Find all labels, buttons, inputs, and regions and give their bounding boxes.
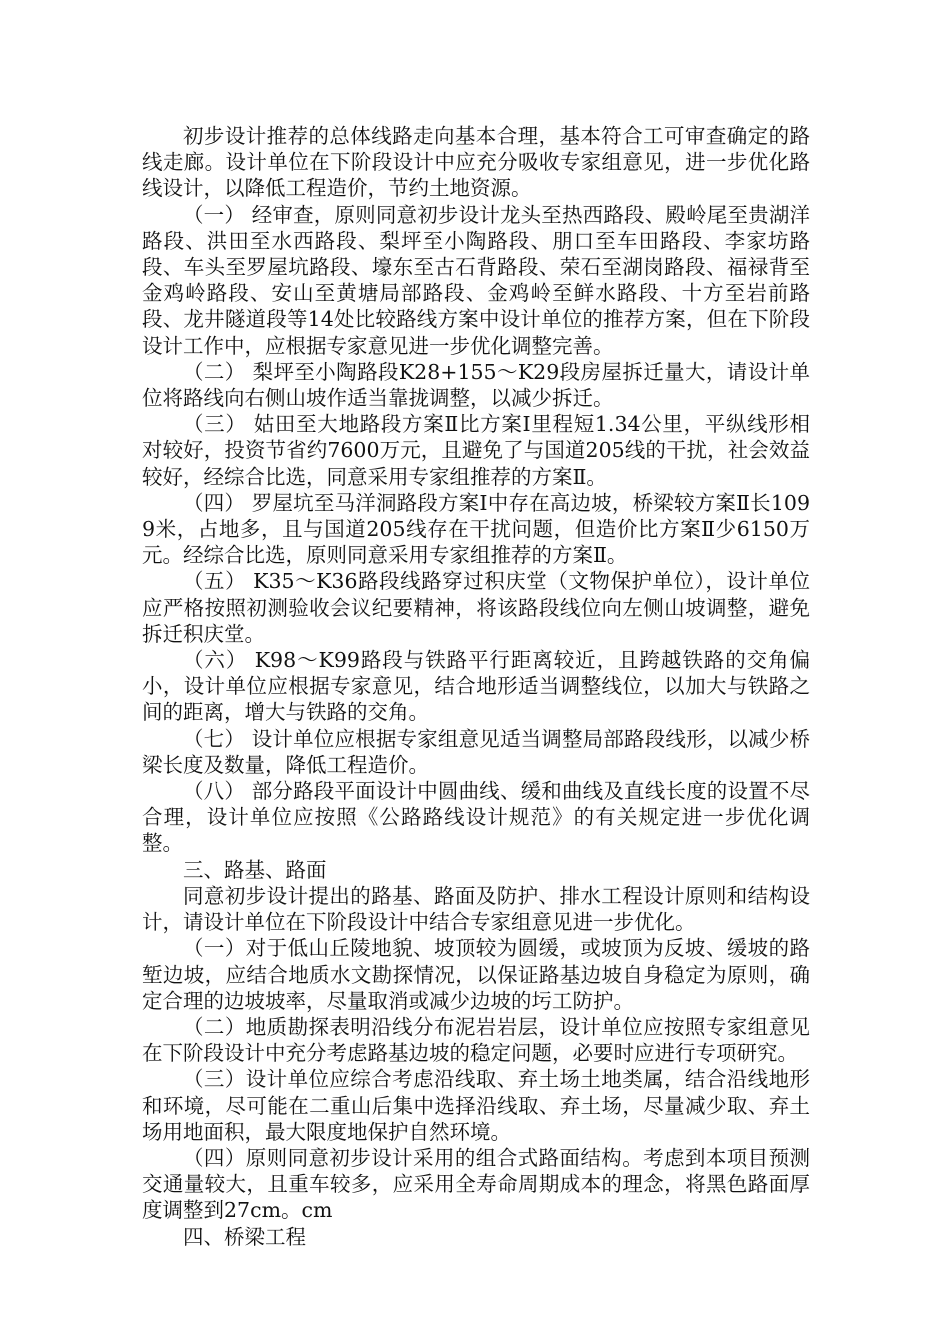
- document-body: [142, 123, 810, 1250]
- paragraph-item-8: （八） 部分路段平面设计中圆曲线、缓和曲线及直线长度的设置不尽合理，设计单位应按照《公路路线设计规范》的有关规定进一步优化调整。: [142, 779, 810, 856]
- paragraph-item-4: （四） 罗屋坑至马洋洞路段方案Ⅰ中存在高边坡，桥梁较方案Ⅱ长1099米，占地多，且与国道205线存在干扰问题，但造价比方案Ⅱ少6150万元。经综合比选，原则同意采用专家组推荐的方案Ⅱ。: [142, 490, 810, 568]
- section-heading-bridge: 四、桥梁工程: [183, 1224, 306, 1249]
- paragraph-roadbed-item-3: （三）设计单位应综合考虑沿线取、弃土场土地类属，结合沿线地形和环境，尽可能在二重山后集中选择沿线取、弃土场，尽量减少取、弃土场用地面积，最大限度地保护自然环境。: [142, 1067, 810, 1144]
- paragraph-item-7: （七） 设计单位应根据专家组意见适当调整局部路段线形，以减少桥梁长度及数量，降低工程造价。: [142, 726, 810, 777]
- paragraph-item-2: （二） 梨坪至小陶路段K28+155～K29段房屋拆迁量大，请设计单位将路线向右侧山坡作适当靠拢调整，以减少拆迁。: [142, 359, 810, 411]
- paragraph-roadbed-item-2: （二）地质勘探表明沿线分布泥岩岩层，设计单位应按照专家组意见在下阶段设计中充分考虑路基边坡的稳定问题，必要时应进行专项研究。: [142, 1014, 810, 1066]
- paragraph-item-1: （一） 经审查，原则同意初步设计龙头至热西路段、殿岭尾至贵湖洋路段、洪田至水西路段、梨坪至小陶路段、朋口至车田路段、李家坊路段、车头至罗屋坑路段、壕东至古石背路段、荣石至湖岗路段、福禄背至金鸡岭路段、安山至黄塘局部路段、金鸡岭至鲜水路段、十方至岩前路段、龙井隧道段等14处比较路线方案中设计单位的推荐方案，但在下阶段设计工作中，应根据专家意见进一步优化调整完善。: [142, 202, 810, 358]
- paragraph-item-5: （五） K35～K36路段线路穿过积庆堂（文物保护单位），设计单位应严格按照初测验收会议纪要精神，将该路段线位向左侧山坡调整，避免拆迁积庆堂。: [142, 569, 810, 646]
- paragraph-roadbed-item-1: （一）对于低山丘陵地貌、坡顶较为圆缓，或坡顶为反坡、缓坡的路堑边坡，应结合地质水文勘探情况，以保证路基边坡自身稳定为原则，确定合理的边坡坡率，尽量取消或减少边坡的圬工防护。: [142, 936, 810, 1013]
- paragraph-item-3: （三） 姑田至大地路段方案Ⅱ比方案Ⅰ里程短1.34公里，平纵线形相对较好，投资节省约7600万元，且避免了与国道205线的干扰，社会效益较好，经综合比选，同意采用专家组推荐的方案Ⅱ。: [142, 412, 810, 489]
- section-heading-roadbed: 三、路基、路面: [183, 857, 327, 882]
- paragraph-roadbed-item-4: （四）原则同意初步设计采用的组合式路面结构。考虑到本项目预测交通量较大，且重车较多，应采用全寿命周期成本的理念，将黑色路面厚度调整到27cm。cm: [142, 1145, 810, 1223]
- paragraph-item-6: （六） K98～K99路段与铁路平行距离较近，且跨越铁路的交角偏小，设计单位应根据专家意见，结合地形适当调整线位，以加大与铁路之间的距离，增大与铁路的交角。: [142, 648, 810, 725]
- paragraph-roadbed-intro: 同意初步设计提出的路基、路面及防护、排水工程设计原则和结构设计，请设计单位在下阶段设计中结合专家组意见进一步优化。: [142, 883, 810, 935]
- paragraph-intro: 初步设计推荐的总体线路走向基本合理，基本符合工可审查确定的路线走廊。设计单位在下阶段设计中应充分吸收专家组意见，进一步优化路线设计，以降低工程造价，节约土地资源。: [142, 124, 810, 201]
